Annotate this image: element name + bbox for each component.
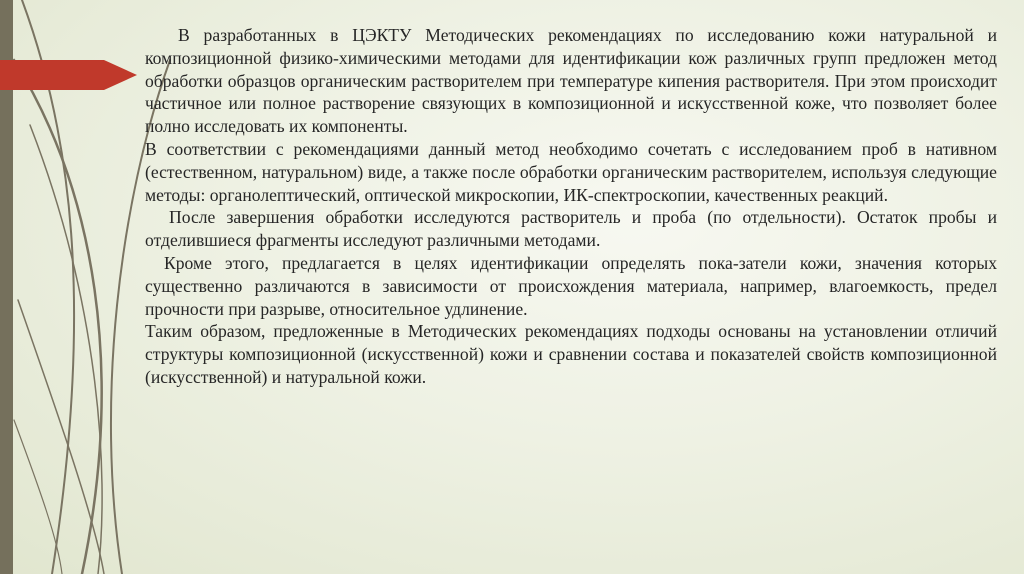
paragraph: После завершения обработки исследуются растворитель и проба (по отдельности). Остаток пробы и отделившиеся фрагменты исследуют различными методами. [145,207,997,251]
paragraph: В разработанных в ЦЭКТУ Методических рекомендациях по исследованию кожи натуральной и композиционной физико-химическими методами для идентификации кож различных групп предложен метод обработки образцов органическим растворителем при температуре кипения растворителя. При этом происходит частичное или полное растворение связующих в композиционной и искусственной коже, что позволяет более полно исследовать их компоненты. [145,25,997,137]
text-body [145,24,997,389]
paragraph: Кроме этого, предлагается в целях идентификации определять пока-затели кожи, значения которых существенно различаются в зависимости от происхождения материала, например, влагоемкость, предел прочности при разрыве, относительное удлинение. [145,252,997,319]
paragraph: Таким образом, предложенные в Методических рекомендациях подходы основаны на установлении отличий структуры композиционной (искусственной) кожи и сравнении состава и показателей свойств композиционной (искусственной) и натуральной кожи. [145,321,997,387]
paragraph: В соответствии с рекомендациями данный метод необходимо сочетать с исследованием проб в нативном (естественном, натуральном) виде, а также после обработки органическим растворителем, используя следующие методы: органолептический, оптической микроскопии, ИК-спектроскопии, качественных реакций. [145,138,997,205]
